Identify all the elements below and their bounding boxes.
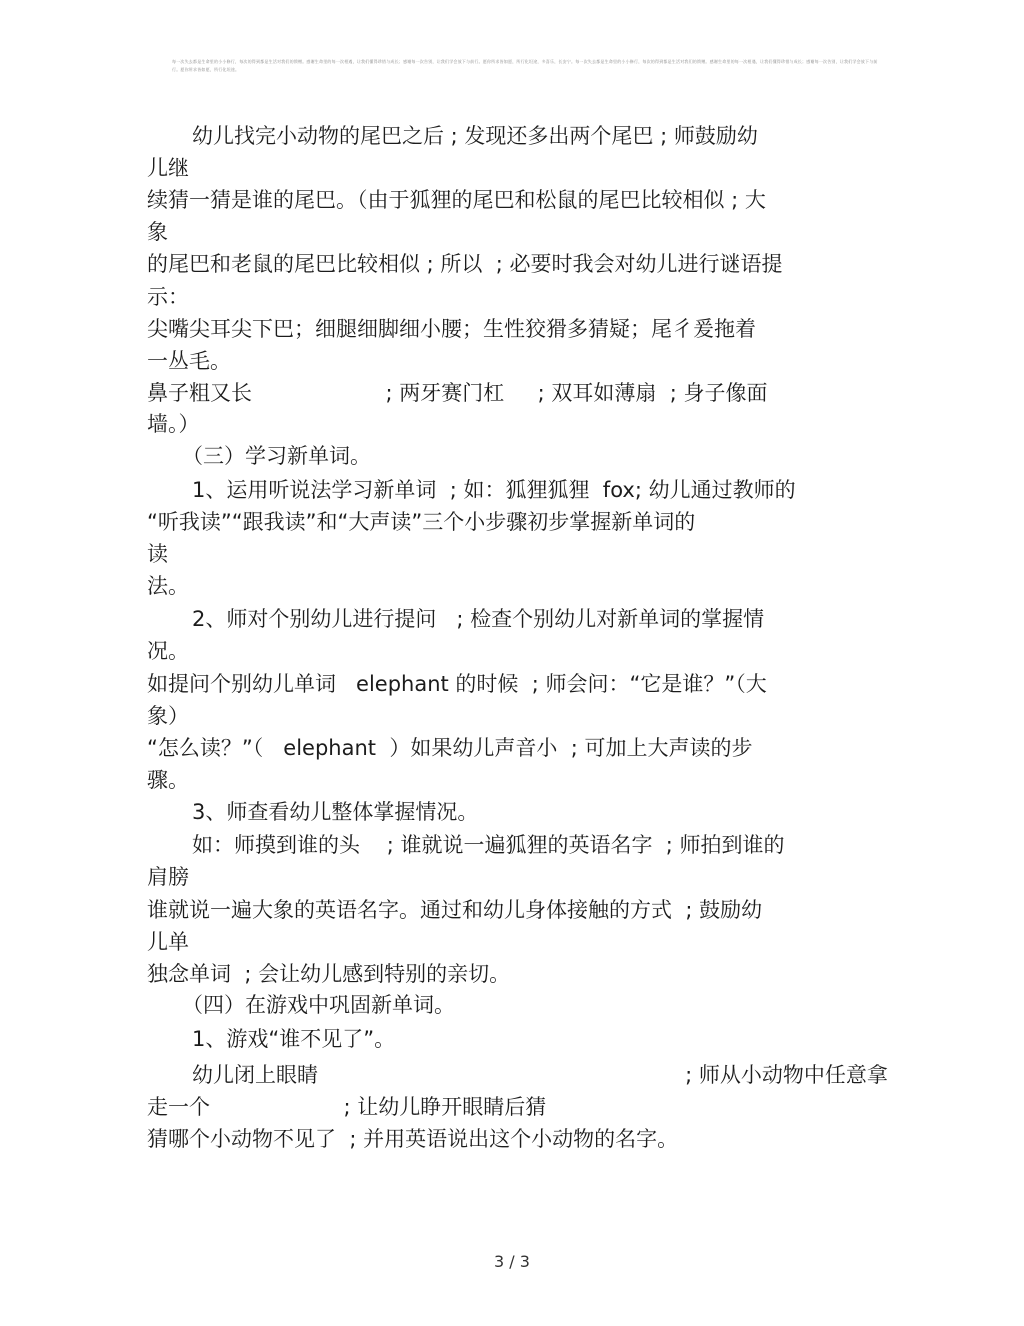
- text-line: 幼儿闭上眼睛 ; 师从小动物中任意拿: [192, 1063, 888, 1087]
- text-line: “听我读”“跟我读”和“大声读”三个小步骤初步掌握新单词的: [147, 510, 696, 534]
- text-line: 读: [147, 542, 168, 566]
- text-line: “怎么读？”（ elephant ）如果幼儿声音小 ; 可加上大声读的步: [147, 736, 753, 760]
- text-line: 法。: [147, 574, 189, 598]
- text-line: 独念单词 ; 会让幼儿感到特别的亲切。: [147, 962, 511, 986]
- text-line: 续猜一猜是谁的尾巴。（由于狐狸的尾巴和松鼠的尾巴比较相似 ; 大: [147, 188, 766, 212]
- text-line: 墙。）: [147, 412, 200, 436]
- text-line: 示：: [147, 285, 189, 309]
- section-heading: （四）在游戏中巩固新单词。: [182, 993, 455, 1017]
- text-line: 一丛毛。: [147, 349, 231, 373]
- text-line: 1、运用听说法学习新单词 ; 如：狐狸狐狸 fox; 幼儿通过教师的: [192, 478, 796, 502]
- text-line: 象: [147, 220, 168, 244]
- text-line: 如：师摸到谁的头 ; 谁就说一遍狐狸的英语名字 ; 师拍到谁的: [192, 833, 785, 857]
- text-line: 肩膀: [147, 865, 189, 889]
- text-line: 如提问个别幼儿单词 elephant 的时候 ; 师会问：“它是谁？”（大: [147, 672, 767, 696]
- page-number: 3 / 3: [494, 1252, 530, 1271]
- text-line: 尖嘴尖耳尖下巴；细腿细脚细小腰；生性狡猾多猜疑；尾彳爰拖着: [147, 317, 756, 341]
- text-line: 况。: [147, 639, 189, 663]
- text-line: 的尾巴和老鼠的尾巴比较相似 ; 所以 ; 必要时我会对幼儿进行谜语提: [147, 252, 783, 276]
- text-line: 幼儿找完小动物的尾巴之后 ; 发现还多出两个尾巴 ; 师鼓励幼: [192, 124, 758, 148]
- text-line: 鼻子粗又长 ; 两牙赛门杠 ; 双耳如薄扇 ; 身子像面: [147, 381, 768, 405]
- text-line: 儿继: [147, 156, 189, 180]
- text-line: 儿单: [147, 930, 189, 954]
- text-line: 1、游戏“谁不见了”。: [192, 1027, 396, 1051]
- header-note: 每一次失去都是生命里的小小修行，每次的得到都是生活对我们的馈赠。感谢生命里的每一次相遇，让我们懂得珍惜与成长；感谢每一次告别，让我们学会放下与前行。愿你所求皆如愿，所行化坦途，多喜乐，长安宁。每一次失去都是生命里的小小修行，每次的得到都是生活对我们的馈赠。感谢生命里的每一次相遇，让我们懂得珍惜与成长；感谢每一次告别，让我们学会放下与前行。愿你所求皆如愿，所行化坦途。: [172, 59, 878, 72]
- text-line: 3、师查看幼儿整体掌握情况。: [192, 800, 479, 824]
- text-line: 2、师对个别幼儿进行提问 ; 检查个别幼儿对新单词的掌握情: [192, 607, 765, 631]
- text-line: 象）: [147, 704, 189, 728]
- text-line: 骤。: [147, 768, 189, 792]
- text-line: 猜哪个小动物不见了 ; 并用英语说出这个小动物的名字。: [147, 1127, 679, 1151]
- section-heading: （三）学习新单词。: [182, 444, 371, 468]
- text-line: 走一个 ; 让幼儿睁开眼睛后猜: [147, 1095, 547, 1119]
- text-line: 谁就说一遍大象的英语名字。通过和幼儿身体接触的方式 ; 鼓励幼: [147, 898, 763, 922]
